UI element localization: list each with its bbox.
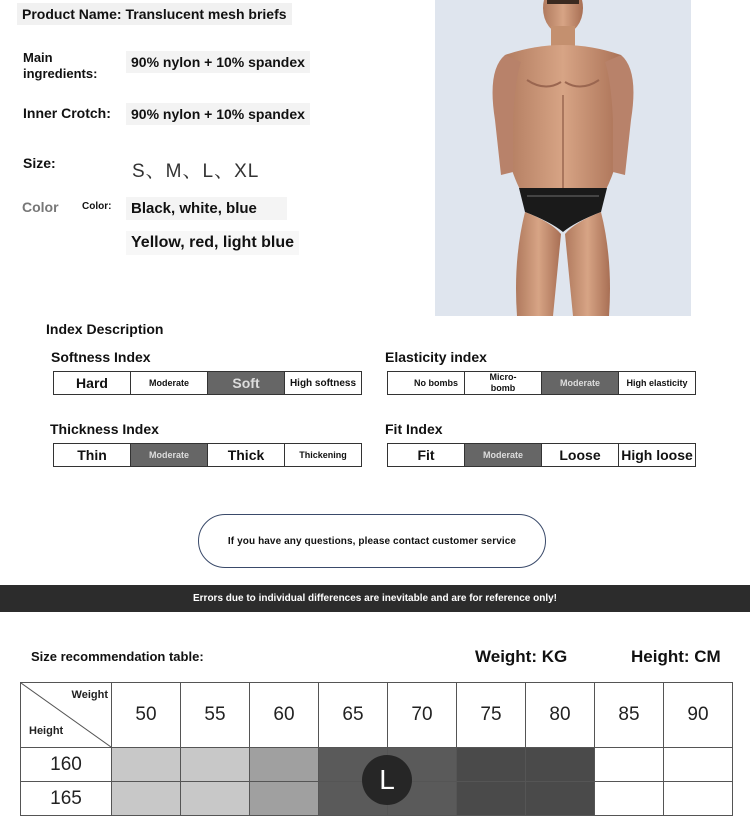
crotch-value: 90% nylon + 10% spandex [126,103,310,125]
fit-cell-fit: Fit [388,444,465,466]
elasticity-title: Elasticity index [385,349,487,365]
size-label: Size: [23,155,56,171]
corner-weight-label: Weight [71,689,108,701]
size-value: S、M、L、XL [132,161,260,182]
model-illustration [435,0,691,316]
size-cell [664,782,733,816]
size-badge-l: L [362,755,412,805]
size-cell [181,782,250,816]
weight-col-55: 55 [181,683,250,748]
size-cell [664,748,733,782]
weight-unit: Weight: KG [475,647,568,666]
size-cell [595,782,664,816]
weight-col-70: 70 [388,683,457,748]
weight-col-50: 50 [112,683,181,748]
size-cell [250,748,319,782]
size-cell [526,782,595,816]
color-label: Color [22,199,59,215]
thickness-title: Thickness Index [50,421,159,437]
softness-cell-hard: Hard [54,372,131,394]
fit-cell-high-loose: High loose [621,446,693,463]
fit-cell-loose: Loose [542,444,619,466]
softness-cell-high: High softness [289,377,357,389]
thickness-cell-thick: Thick [208,444,285,466]
weight-col-85: 85 [595,683,664,748]
size-cell [181,748,250,782]
softness-cell-moderate: Moderate [131,372,208,394]
size-table-corner [21,683,112,748]
size-cell [250,782,319,816]
color-label-small: Color: [82,201,112,212]
size-cell [526,748,595,782]
index-title: Index Description [46,321,164,337]
disclaimer-text: Errors due to individual differences are inevitable and are for reference only! [193,593,557,604]
ingredients-value: 90% nylon + 10% spandex [126,51,310,73]
contact-customer-service[interactable] [198,514,546,568]
size-cell [457,748,526,782]
thickness-cell-thickening: Thickening [299,449,347,460]
fit-cell-moderate: Moderate [465,444,542,466]
elasticity-cell-moderate: Moderate [542,372,619,394]
product-photo [435,0,691,316]
height-label-165: 165 [21,782,112,816]
size-cell [457,782,526,816]
corner-height-label: Height [29,725,64,737]
fit-scale [387,443,696,467]
thickness-cell-thin: Thin [54,444,131,466]
elasticity-scale [387,371,696,395]
fit-title: Fit Index [385,421,443,437]
crotch-label: Inner Crotch: [23,105,111,121]
softness-title: Softness Index [51,349,151,365]
contact-text: If you have any questions, please contact customer service [227,535,517,547]
weight-col-60: 60 [250,683,319,748]
weight-col-90: 90 [664,683,733,748]
size-table-title: Size recommendation table: [31,649,204,664]
elasticity-cell-high: High elasticity [626,377,688,388]
weight-col-65: 65 [319,683,388,748]
size-cell [112,782,181,816]
size-table-header-row [21,683,733,748]
disclaimer-banner [0,585,750,612]
size-cell [112,748,181,782]
elasticity-cell-none: No bombs [388,372,465,394]
size-cell [595,748,664,782]
height-label-160: 160 [21,748,112,782]
colors-line-2: Yellow, red, light blue [126,231,299,255]
thickness-cell-moderate: Moderate [131,444,208,466]
height-unit: Height: CM [631,647,721,666]
weight-col-80: 80 [526,683,595,748]
softness-scale [53,371,362,395]
weight-col-75: 75 [457,683,526,748]
product-name: Product Name: Translucent mesh briefs [17,3,292,25]
softness-cell-soft: Soft [208,372,285,394]
colors-line-1: Black, white, blue [126,197,287,220]
ingredients-label: Main ingredients: [23,50,98,81]
elasticity-cell-micro: Micro- bomb [465,372,542,394]
thickness-scale [53,443,362,467]
